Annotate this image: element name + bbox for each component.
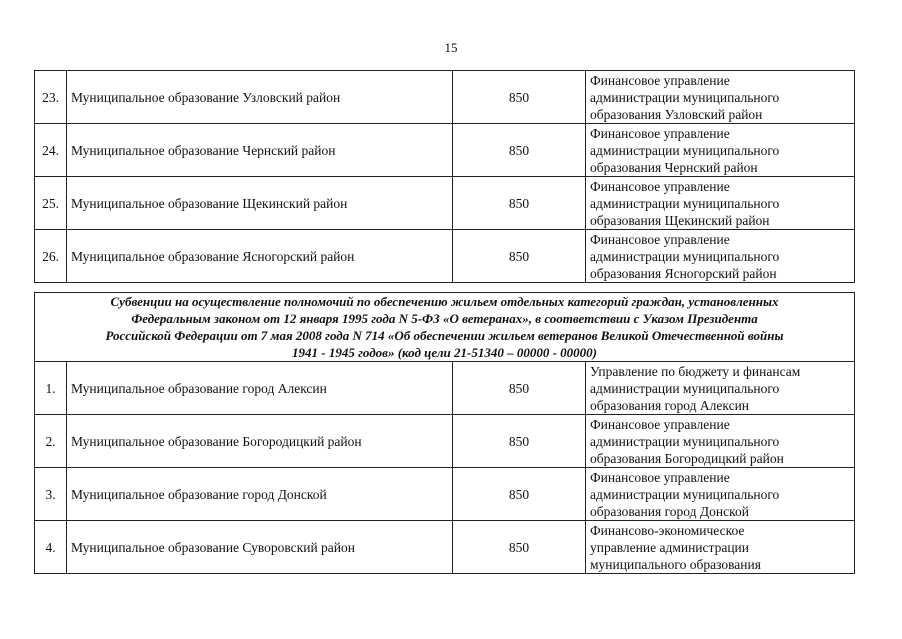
- amount: 850: [453, 177, 586, 230]
- amount: 850: [453, 71, 586, 124]
- amount: 850: [453, 362, 586, 415]
- administrator-line: образования город Донской: [590, 503, 749, 519]
- subsidy-table-continued: [34, 70, 855, 283]
- administrator-line: Финансовое управление: [590, 416, 730, 432]
- administrator-line: Финансовое управление: [590, 72, 730, 88]
- administrator-line: управление администрации: [590, 539, 750, 555]
- table-row: [35, 521, 855, 574]
- row-number: 1.: [35, 362, 67, 415]
- administrator: [586, 415, 855, 468]
- row-number: 3.: [35, 468, 67, 521]
- table-row: [35, 362, 855, 415]
- table-row: [35, 468, 855, 521]
- section-header-row: [35, 293, 855, 362]
- subsidy-table-veterans: [34, 292, 855, 574]
- administrator-line: образования Богородицкий район: [590, 450, 784, 466]
- row-number: 24.: [35, 124, 67, 177]
- table-row: [35, 415, 855, 468]
- administrator: [586, 468, 855, 521]
- administrator: [586, 71, 855, 124]
- row-number: 2.: [35, 415, 67, 468]
- administrator-line: администрации муниципального: [590, 195, 780, 211]
- section-header: [35, 293, 855, 362]
- administrator: [586, 521, 855, 574]
- administrator-line: администрации муниципального: [590, 142, 780, 158]
- administrator-line: администрации муниципального: [590, 248, 780, 264]
- administrator-line: администрации муниципального: [590, 89, 780, 105]
- row-number: 26.: [35, 230, 67, 283]
- administrator-line: образования город Алексин: [590, 397, 750, 413]
- table-row: [35, 177, 855, 230]
- municipality-name: Муниципальное образование Чернский район: [67, 124, 453, 177]
- municipality-name: Муниципальное образование Суворовский район: [67, 521, 453, 574]
- table-row: [35, 124, 855, 177]
- administrator-line: образования Ясногорский район: [590, 265, 777, 281]
- amount: 850: [453, 521, 586, 574]
- section-header-line: Субвенции на осуществление полномочий по обеспечению жильем отдельных категорий граждан, установленных: [110, 294, 779, 309]
- municipality-name: Муниципальное образование Богородицкий район: [67, 415, 453, 468]
- row-number: 23.: [35, 71, 67, 124]
- administrator: [586, 362, 855, 415]
- administrator: [586, 230, 855, 283]
- administrator-line: администрации муниципального: [590, 380, 780, 396]
- administrator-line: Финансово-экономическое: [590, 522, 745, 538]
- municipality-name: Муниципальное образование город Донской: [67, 468, 453, 521]
- administrator-line: Финансовое управление: [590, 231, 730, 247]
- administrator: [586, 124, 855, 177]
- municipality-name: Муниципальное образование Щекинский район: [67, 177, 453, 230]
- administrator-line: администрации муниципального: [590, 433, 780, 449]
- amount: 850: [453, 230, 586, 283]
- administrator-line: Управление по бюджету и финансам: [590, 363, 801, 379]
- section-header-line: Российской Федерации от 7 мая 2008 года N 714 «Об обеспечении жильем ветеранов Великой Отечественной войны: [105, 328, 784, 343]
- page-number: 15: [444, 40, 458, 55]
- municipality-name: Муниципальное образование город Алексин: [67, 362, 453, 415]
- administrator: [586, 177, 855, 230]
- administrator-line: образования Щекинский район: [590, 212, 770, 228]
- row-number: 4.: [35, 521, 67, 574]
- administrator-line: Финансовое управление: [590, 469, 730, 485]
- section-header-line: Федеральным законом от 12 января 1995 года N 5-ФЗ «О ветеранах», в соответствии с Указом Президента: [131, 311, 758, 326]
- administrator-line: администрации муниципального: [590, 486, 780, 502]
- row-number: 25.: [35, 177, 67, 230]
- table-row: [35, 71, 855, 124]
- municipality-name: Муниципальное образование Узловский район: [67, 71, 453, 124]
- administrator-line: Финансовое управление: [590, 125, 730, 141]
- administrator-line: муниципального образования: [590, 556, 761, 572]
- amount: 850: [453, 415, 586, 468]
- amount: 850: [453, 468, 586, 521]
- administrator-line: Финансовое управление: [590, 178, 730, 194]
- table-row: [35, 230, 855, 283]
- amount: 850: [453, 124, 586, 177]
- administrator-line: образования Узловский район: [590, 106, 763, 122]
- section-header-line: 1941 - 1945 годов» (код цели 21-51340 – 00000 - 00000): [292, 345, 597, 360]
- municipality-name: Муниципальное образование Ясногорский район: [67, 230, 453, 283]
- administrator-line: образования Чернский район: [590, 159, 758, 175]
